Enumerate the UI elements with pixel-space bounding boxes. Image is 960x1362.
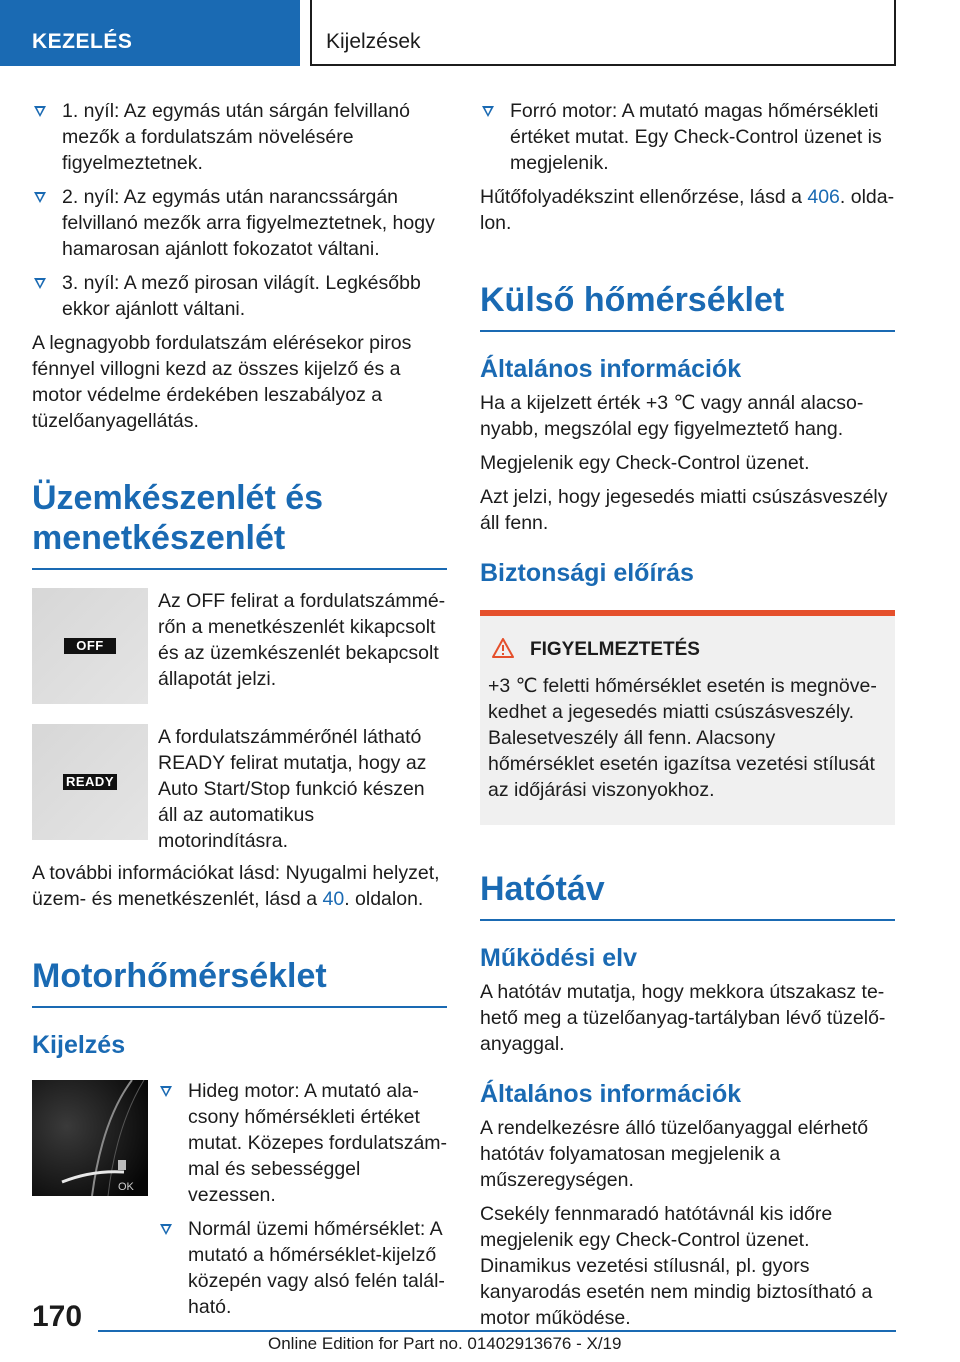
heading-outside-temp: Külső hőmérséklet	[480, 280, 895, 332]
list-item-text: Normál üzemi hőmérséklet: A mutató a hőmérséklet-kijelző közepén vagy alsó felén található.	[188, 1218, 445, 1318]
paragraph: Azt jelzi, hogy jegesedés miatti csúszásveszély áll fenn.	[480, 486, 888, 534]
text-run: . oldalon.	[480, 186, 895, 234]
list-item-text: Forró motor: A mutató magas hőmérsékleti értéket mutat. Egy Check-Control üzenet is megjelenik.	[510, 100, 882, 174]
paragraph: A hatótáv mutatja, hogy mekkora útszakasz tehető meg a tüzelőanyag-tartályban lévő tüzelőanyaggal.	[480, 981, 886, 1055]
off-badge: OFF	[64, 638, 116, 654]
right-column	[480, 98, 895, 1339]
list-item-text: 2. nyíl: Az egymás után narancssárgán felvillanó mezők arra figyelmeztetnek, hogy hamarosan ajánlott fokozatot váltani.	[62, 186, 435, 260]
off-indicator-row	[32, 588, 447, 708]
ready-indicator-row	[32, 724, 447, 852]
triangle-bullet-icon	[160, 1086, 172, 1097]
list-item	[480, 98, 895, 176]
paragraph: Csekély fennmaradó hatótávnál kis időre megjelenik egy Check-Control üzenet. Dinamikus vezetési stílusnál, pl. gyors kanyarodás esetén nem mindig biztosítható a motor működése.	[480, 1203, 873, 1329]
temperature-gauge-image	[32, 1080, 148, 1196]
list-item	[32, 270, 447, 322]
warning-title: FIGYELMEZTETÉS	[530, 639, 700, 660]
text-run: Hűtőfolyadékszint ellenőrzése, lásd a	[480, 186, 808, 208]
triangle-bullet-icon	[34, 106, 46, 117]
text-run: A további információkat lásd: Nyugalmi helyzet, üzem- és menetkészenlét, lásd a	[32, 862, 440, 910]
page-header	[0, 0, 960, 66]
heading-standby: Üzemkészenlét és menetkészenlét	[32, 478, 447, 570]
paragraph: Megjelenik egy Check-Control üzenet.	[480, 452, 810, 474]
triangle-bullet-icon	[34, 192, 46, 203]
triangle-bullet-icon	[160, 1224, 172, 1235]
list-item-text: 1. nyíl: Az egymás után sárgán felvillanó mezők a fordulatszám növelésére figyelmeztetnek.	[62, 100, 410, 174]
list-item	[32, 98, 447, 176]
paragraph: Ha a kijelzett érték +3 ℃ vagy annál alacsonyabb, megszólal egy figyelmeztető hang.	[480, 392, 864, 440]
ready-badge: READY	[63, 774, 117, 790]
warning-box	[480, 610, 895, 825]
page-number: 170	[32, 1300, 83, 1333]
page-link-40[interactable]: 40	[322, 888, 345, 910]
text-run: . oldalon.	[344, 888, 424, 910]
list-item	[158, 1216, 450, 1320]
subsection-title: Kijelzések	[310, 0, 896, 66]
footer-divider	[98, 1330, 896, 1332]
gauge-bullets	[158, 1078, 450, 1328]
warning-body: +3 ℃ feletti hőmérséklet esetén is megnövekedhet a jegesedés miatti csúszásveszély. Balesetveszély áll fenn. Alacsony hőmérséklet esetén igazítsa vezetési stílusát az időjárási viszonyokhoz.	[488, 675, 877, 801]
paragraph-max-rpm: A legnagyobb fordulatszám elérésekor piros fénnyel villogni kezd az összes kijelző és a motor védelme érdekében leszabályoz a tüzelőanyagellátás.	[32, 332, 412, 432]
gauge-graphic	[32, 1080, 148, 1196]
list-item-text: 3. nyíl: A mező pirosan világít. Legkésőbb ekkor ajánlott váltani.	[62, 272, 421, 320]
heading-general-info: Általános információk	[480, 1080, 742, 1108]
section-tab: KEZELÉS	[0, 0, 300, 66]
warning-triangle-icon	[492, 638, 514, 665]
warning-header	[488, 638, 877, 665]
edition-note: Online Edition for Part no. 01402913676 - X/19	[268, 1334, 622, 1353]
heading-safety: Biztonsági előírás	[480, 559, 694, 587]
triangle-bullet-icon	[482, 106, 494, 117]
list-item	[158, 1078, 450, 1208]
heading-display: Kijelzés	[32, 1031, 126, 1059]
heading-range: Hatótáv	[480, 869, 895, 921]
ready-indicator-image	[32, 724, 148, 840]
ready-indicator-text: A fordulatszámmérőnél látható READY felirat mutatja, hogy az Auto Start/Stop funkció készen áll az automatikus motorindításra.	[158, 726, 427, 852]
paragraph-coolant	[480, 184, 895, 236]
gauge-ok-label: OK	[118, 1181, 134, 1193]
paragraph: A rendelkezésre álló tüzelőanyaggal elérhető hatótáv folyamatosan megjelenik a műszeregységen.	[480, 1117, 869, 1191]
paragraph-more-info	[32, 860, 447, 912]
heading-principle: Működési elv	[480, 944, 637, 972]
off-indicator-image	[32, 588, 148, 704]
page-link-406[interactable]: 406	[807, 186, 840, 208]
off-indicator-text: Az OFF felirat a fordulatszámmérőn a menetkészenlét kikapcsolt és az üzemkészenlét bekapcsolt állapotát jelzi.	[158, 590, 446, 690]
list-item-text: Hideg motor: A mutató alacsony hőmérsékleti értéket mutat. Közepes fordulatszámmal és sebességgel vezessen.	[188, 1080, 448, 1206]
heading-general-info: Általános információk	[480, 355, 742, 383]
list-item	[32, 184, 447, 262]
heading-engine-temp: Motorhőmérséklet	[32, 956, 447, 1008]
triangle-bullet-icon	[34, 278, 46, 289]
